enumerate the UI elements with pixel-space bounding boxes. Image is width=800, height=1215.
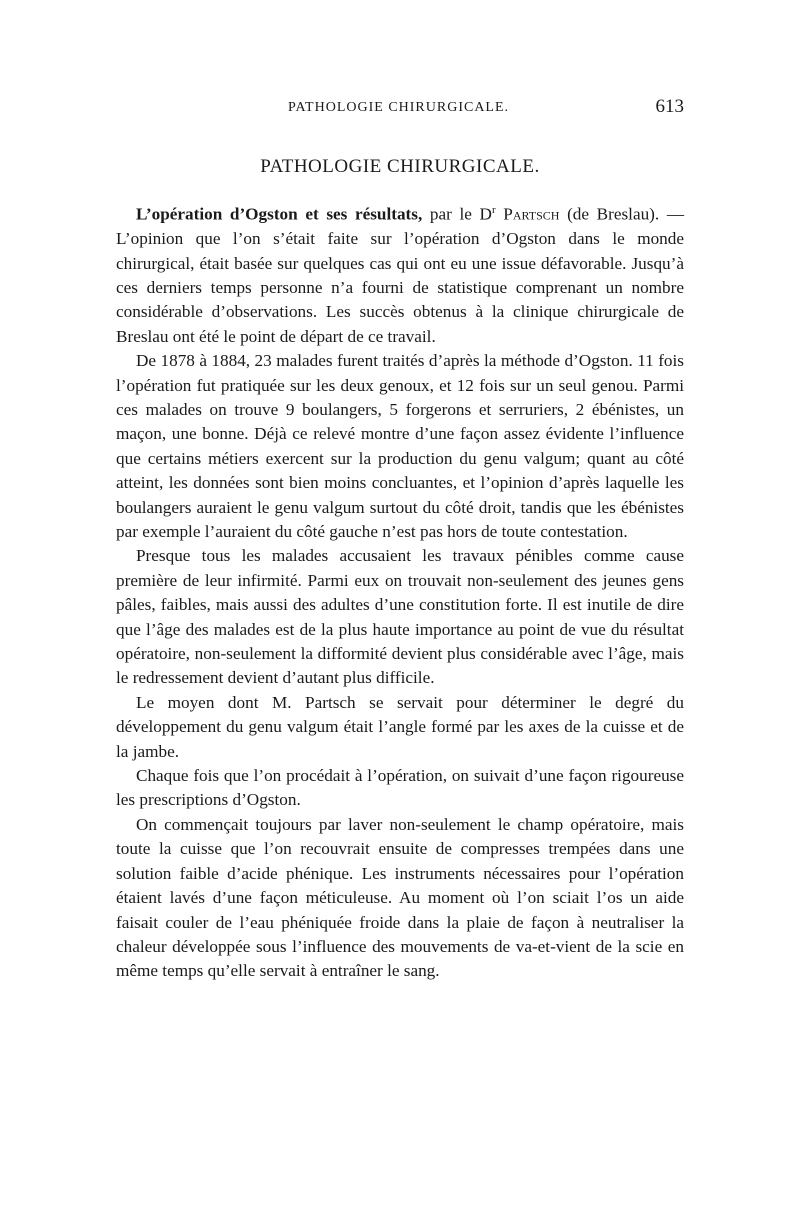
page (116, 96, 684, 984)
lead-rest: (de Breslau). — L’opinion que l’on s’était faite sur l’opération d’Ogston dans le monde chirurgical, était basée sur quelques cas qui ont eu une issue défavorable. Jusqu’à ces derniers temps personne n’a fourni de statistique comprenant un nombre considérable d’observations. Les succès obtenus à la clinique chirurgicale de Breslau ont été le point de départ de ce travail. (116, 204, 685, 346)
paragraph-measure: Le moyen dont M. Partsch se servait pour déterminer le degré du développement du genu valgum était l’angle formé par les axes de la cuisse et de la jambe. (116, 692, 684, 761)
lead-by: par le D (422, 204, 492, 224)
paragraph-causes: Presque tous les malades accusaient les travaux pénibles comme cause première de leur infirmité. Parmi eux on trouvait non-seulement des jeunes gens pâles, faibles, mais aussi des adultes d’une constitution forte. Il est inutile de dire que l’âge des malades est de la plus haute importance au point de vue du résultat opératoire, non-seulement la difformité devient plus considérable avec l’âge, mais le redressement devient d’autant plus difficile. (116, 546, 684, 688)
running-head (116, 96, 684, 126)
paragraph-procedure: On commençait toujours par laver non-seulement le champ opératoire, mais toute la cuisse que l’on recouvrait ensuite de compresses trempées dans une solution faible d’acide phénique. Les instruments nécessaires pour l’opération étaient lavés d’une façon méticuleuse. Au moment où l’on sciait l’os un aide faisait couler de l’eau phéniquée froide dans la plaie de façon à neutraliser la chaleur développée sous l’influence des mouvements de va-et-vient de la scie en même temps qu’elle servait à entraîner le sang. (116, 814, 684, 981)
paragraph-statistics: De 1878 à 1884, 23 malades furent traités d’après la méthode d’Ogston. 11 fois l’opération fut pratiquée sur les deux genoux, et 12 fois sur un seul genou. Parmi ces malades on trouve 9 boulangers, 5 forgerons et serruriers, 2 ébénistes, un maçon, une bonne. Déjà ce relevé montre d’une façon assez évidente l’influence que certains métiers exercent sur la production du genu valgum; quant au côté atteint, les données sont bien moins concluantes, et l’opinion d’après laquelle les boulangers auraient le genu valgum surtout du côté droit, tandis que les ébénistes par exemple l’auraient du côté gauche n’est pas hors de toute contestation. (116, 351, 684, 542)
paragraph-prescriptions: Chaque fois que l’on procédait à l’opération, on suivait d’une façon rigoureuse les prescriptions d’Ogston. (116, 766, 684, 810)
lead-paragraph (116, 198, 684, 349)
lead-sup: r (491, 204, 496, 216)
section-title: PATHOLOGIE CHIRURGICALE. (260, 156, 540, 177)
author-name: Partsch (495, 204, 560, 224)
running-title: PATHOLOGIE CHIRURGICALE. (288, 100, 510, 115)
article-title: L’opération d’Ogston et ses résultats, (136, 204, 423, 224)
page-number: 613 (655, 96, 684, 117)
